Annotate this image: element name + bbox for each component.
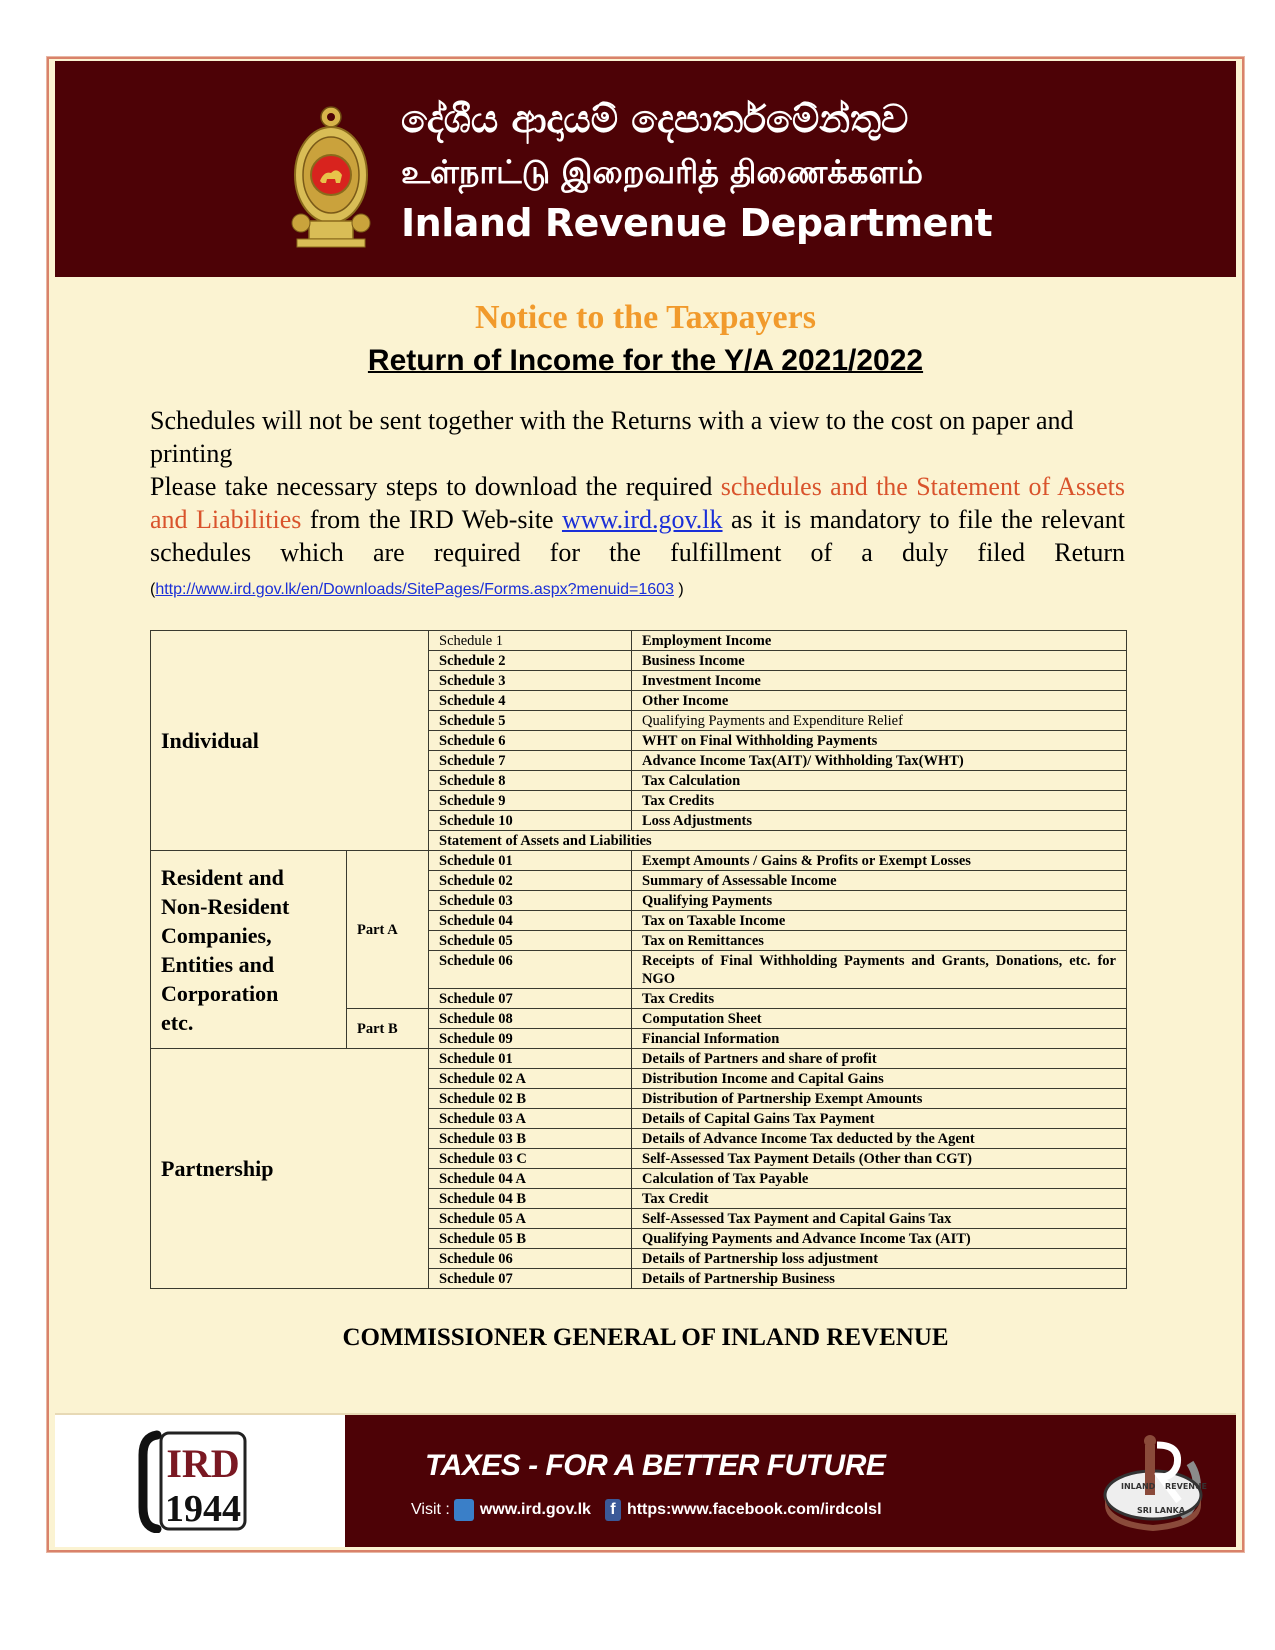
description-cell: WHT on Final Withholding Payments [632,731,1127,751]
description-cell: Qualifying Payments [632,891,1127,911]
part-a-label: Part A [347,851,429,1009]
footer-facebook-link[interactable]: https:www.facebook.com/irdcolsl [626,1501,882,1518]
header-sinhala-title: දේශීය ආදායම් දෙපාර්තමේන්තුව [401,97,909,141]
footer-logo-panel [55,1415,345,1547]
schedule-cell: Schedule 07 [429,989,632,1009]
paren-close: ) [673,581,684,598]
return-title [49,344,1242,378]
description-cell: Details of Capital Gains Tax Payment [632,1109,1127,1129]
paragraph-2-mid: from the IRD Web-site [301,505,562,534]
schedule-cell: Schedule 04 A [429,1169,632,1189]
schedule-cell: Schedule 05 A [429,1209,632,1229]
schedule-cell: Schedule 07 [429,1269,632,1289]
ird-seal-logo [1095,1433,1215,1533]
schedule-cell: Schedule 09 [429,1029,632,1049]
schedule-cell: Schedule 03 A [429,1109,632,1129]
description-cell: Details of Partnership Business [632,1269,1127,1289]
description-cell: Tax Credit [632,1189,1127,1209]
category-line: Non-Resident [161,893,290,919]
description-cell: Qualifying Payments and Expenditure Relief [632,711,1127,731]
sri-lanka-emblem-icon [291,103,371,253]
description-cell: Tax on Taxable Income [632,911,1127,931]
description-cell: Summary of Assessable Income [632,871,1127,891]
seal-text-revenue: REVENUE [1165,1482,1207,1491]
schedule-cell: Schedule 9 [429,791,632,811]
category-partnership: Partnership [151,1049,429,1289]
paragraph-2-end: as it is mandatory to file the relevant schedules which are required for the fulfillment of a duly filed Return [150,505,1126,567]
notice-title: Notice to the Taxpayers [475,299,816,336]
description-cell: Tax Credits [632,989,1127,1009]
seal-text-inland: INLAND [1121,1482,1156,1491]
table-row [151,631,1127,651]
description-cell: Employment Income [632,631,1127,651]
description-cell: Details of Partners and share of profit [632,1049,1127,1069]
schedule-cell: Schedule 01 [429,1049,632,1069]
header-english-title: Inland Revenue Department [401,201,993,245]
description-cell: Self-Assessed Tax Payment and Capital Gains Tax [632,1209,1127,1229]
description-cell: Computation Sheet [632,1009,1127,1029]
schedule-cell: Schedule 04 [429,911,632,931]
description-cell: Tax Calculation [632,771,1127,791]
category-companies [151,851,347,1049]
description-cell: Calculation of Tax Payable [632,1169,1127,1189]
schedule-cell: Schedule 03 C [429,1149,632,1169]
category-line: Entities and [161,951,275,977]
schedule-cell: Schedule 03 [429,891,632,911]
category-individual: Individual [151,631,429,851]
forms-download-link[interactable]: http://www.ird.gov.lk/en/Downloads/SitePages/Forms.aspx?menuid=1603 [155,581,674,598]
schedule-cell: Schedule 4 [429,691,632,711]
notice-paragraph [150,404,1125,606]
description-cell: Tax on Remittances [632,931,1127,951]
footer-website-link[interactable]: www.ird.gov.lk [479,1501,591,1518]
schedule-cell: Schedule 02 A [429,1069,632,1089]
schedule-cell: Schedule 6 [429,731,632,751]
description-cell: Financial Information [632,1029,1127,1049]
seal-text-srilanka: SRI LANKA [1137,1506,1186,1515]
paren-open: ( [150,581,156,598]
header-tamil-title: உள்நாட்டு இறைவரித் திணைக்களம் [401,153,923,191]
description-cell: Tax Credits [632,791,1127,811]
schedules-table [150,630,1127,1289]
return-title-text: Return of Income for the Y/A 2021/2022 [367,344,924,377]
category-line: Corporation [161,980,279,1006]
highlight-text: schedules and the Statement of Assets and Liabilities [150,472,1125,534]
ird-website-link[interactable]: www.ird.gov.lk [561,505,723,534]
description-cell: Other Income [632,691,1127,711]
category-line: etc. [161,1009,194,1035]
schedule-cell: Schedule 05 B [429,1229,632,1249]
category-line: Resident and [161,864,284,890]
header-banner [55,61,1236,277]
part-b-label: Part B [347,1009,429,1049]
description-cell: Distribution of Partnership Exempt Amounts [632,1089,1127,1109]
category-line: Companies, [161,922,272,948]
paragraph-2 [150,470,1125,606]
schedule-cell: Schedule 3 [429,671,632,691]
logo-1944-text: 1944 [165,1488,241,1530]
facebook-icon: f [605,1499,621,1521]
ird-1944-hotline-logo [135,1429,255,1533]
schedule-cell: Schedule 04 B [429,1189,632,1209]
globe-icon [454,1499,474,1521]
schedule-cell: Schedule 01 [429,851,632,871]
description-cell: Qualifying Payments and Advance Income Tax (AIT) [632,1229,1127,1249]
footer-banner [55,1413,1236,1547]
logo-ird-text: IRD [166,1441,240,1486]
signature-commissioner: COMMISSIONER GENERAL OF INLAND REVENUE [342,1324,949,1351]
description-cell: Business Income [632,651,1127,671]
paragraph-2-start: Please take necessary steps to download the required [150,472,721,501]
description-cell: Details of Partnership loss adjustment [632,1249,1127,1269]
description-cell: Details of Advance Income Tax deducted by the Agent [632,1129,1127,1149]
schedule-cell: Schedule 03 B [429,1129,632,1149]
schedule-cell: Schedule 06 [429,1249,632,1269]
description-cell: Exempt Amounts / Gains & Profits or Exempt Losses [632,851,1127,871]
description-cell: Advance Income Tax(AIT)/ Withholding Tax(WHT) [632,751,1127,771]
paragraph-1: Schedules will not be sent together with the Returns with a view to the cost on paper and printing [150,406,1074,468]
description-cell: Loss Adjustments [632,811,1127,831]
visit-label: Visit : [411,1501,450,1518]
schedule-cell: Schedule 5 [429,711,632,731]
footer-slogan: TAXES - FOR A BETTER FUTURE [425,1449,886,1482]
description-cell: Distribution Income and Capital Gains [632,1069,1127,1089]
schedule-cell: Schedule 2 [429,651,632,671]
schedule-cell: Schedule 06 [429,951,632,989]
description-cell: Receipts of Final Withholding Payments and Grants, Donations, etc. for NGO [632,951,1127,989]
description-cell: Self-Assessed Tax Payment Details (Other than CGT) [632,1149,1127,1169]
schedule-cell: Schedule 1 [429,631,632,651]
schedule-cell: Schedule 8 [429,771,632,791]
footer-visit-line [411,1499,892,1521]
schedule-cell: Schedule 7 [429,751,632,771]
schedule-cell: Schedule 05 [429,931,632,951]
schedule-cell: Schedule 02 B [429,1089,632,1109]
table-row [151,1049,1127,1069]
notice-frame [47,57,1244,1552]
statement-cell: Statement of Assets and Liabilities [429,831,1127,851]
description-cell: Investment Income [632,671,1127,691]
schedule-cell: Schedule 02 [429,871,632,891]
schedule-cell: Schedule 08 [429,1009,632,1029]
table-row [151,851,1127,871]
schedule-cell: Schedule 10 [429,811,632,831]
